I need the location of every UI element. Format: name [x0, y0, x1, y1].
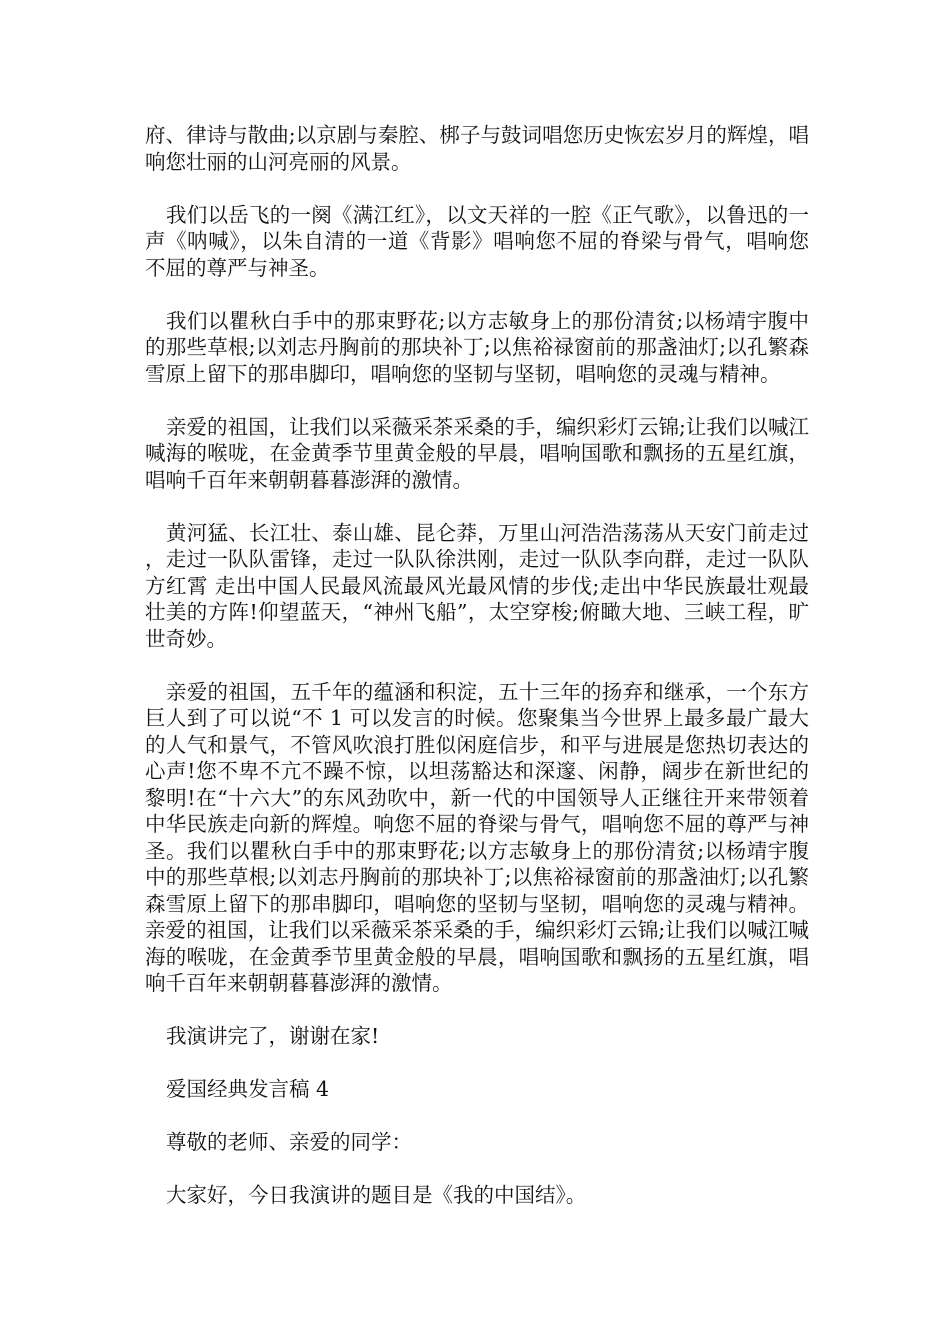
opening-line: 大家好，今日我演讲的题目是《我的中国结》。: [166, 1183, 587, 1207]
paragraph-4: 亲爱的祖国，让我们以采薇采茶采桑的手，编织彩灯云锦;让我们以喊江喊海的喉咙，在金黄季节里黄金般的早晨，唱响国歌和飘扬的五星红旗，唱响千百年来朝朝暮暮澎湃的激情。: [145, 414, 809, 492]
closing-line: 我演讲完了，谢谢在家!: [166, 1024, 380, 1048]
document-body: [145, 122, 809, 1235]
paragraph-5: 黄河猛、长江壮、泰山雄、昆仑莽，万里山河浩浩荡荡从天安门前走过，走过一队队雷锋，走过一队队徐洪刚，走过一队队李向群，走过一队队方红霄 走出中国人民最风流最风光最风情的步伐;走出中华民族最壮观最壮美的方阵!仰望蓝天，“神州飞船”，太空穿梭;俯瞰大地、三峡工程，旷世奇妙。: [145, 520, 809, 651]
section-title: 爱国经典发言稿 4: [166, 1077, 330, 1101]
paragraph-3: 我们以瞿秋白手中的那束野花;以方志敏身上的那份清贫;以杨靖宇腹中的那些草根;以刘志丹胸前的那块补丁;以焦裕禄窗前的那盏油灯;以孔繁森雪原上留下的那串脚印，唱响您的坚韧与坚韧，唱响您的灵魂与精神。: [145, 308, 809, 386]
paragraph-6: 亲爱的祖国，五千年的蕴涵和积淀，五十三年的扬弃和继承，一个东方巨人到了可以说“不 1 可以发言的时候。您聚集当今世界上最多最广最大的人气和景气，不管风吹浪打胜似闲庭信步，和平与进展是您热切表达的心声!您不卑不亢不躁不惊，以坦荡豁达和深邃、闲静，阔步在新世纪的黎明!在“十六大”的东风劲吹中，新一代的中国领导人正继往开来带领着中华民族走向新的辉煌。响您不屈的脊梁与骨气，唱响您不屈的尊严与神圣。我们以瞿秋白手中的那束野花;以方志敏身上的那份清贫;以杨靖宇腹中的那些草根;以刘志丹胸前的那块补丁;以焦裕禄窗前的那盏油灯;以孔繁森雪原上留下的那串脚印，唱响您的坚韧与坚韧，唱响您的灵魂与精神。亲爱的祖国，让我们以采薇采茶采桑的手，编织彩灯云锦;让我们以喊江喊海的喉咙，在金黄季节里黄金般的早晨，唱响国歌和飘扬的五星红旗，唱响千百年来朝朝暮暮澎湃的激情。: [145, 679, 809, 995]
paragraph-1: 府、律诗与散曲;以京剧与秦腔、梆子与鼓词唱您历史恢宏岁月的辉煌，唱响您壮丽的山河亮丽的风景。: [145, 123, 809, 174]
salutation-line: 尊敬的老师、亲爱的同学：: [166, 1130, 412, 1154]
paragraph-2: 我们以岳飞的一阕《满江红》，以文天祥的一腔《正气歌》，以鲁迅的一声《呐喊》，以朱自清的一道《背影》唱响您不屈的脊梁与骨气，唱响您不屈的尊严与神圣。: [145, 202, 809, 280]
